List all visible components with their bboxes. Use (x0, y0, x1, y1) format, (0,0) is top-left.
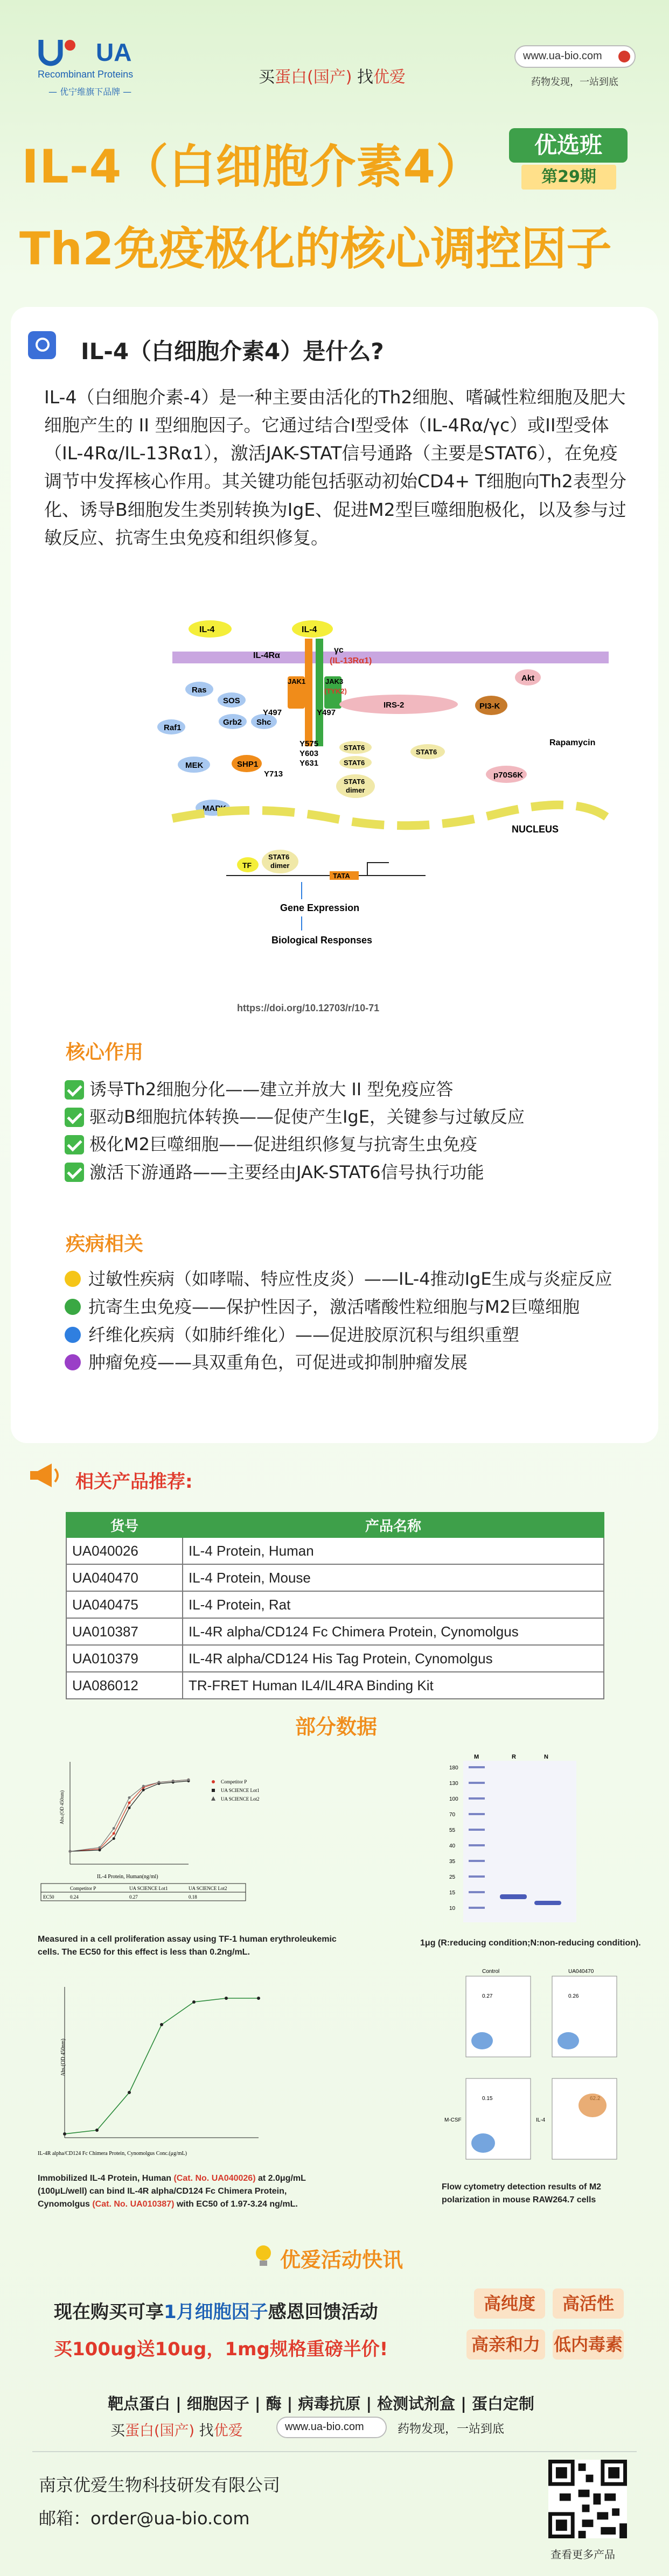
page-title-line2: Th2免疫极化的核心调控因子 (19, 222, 612, 275)
flow-panel (466, 1969, 531, 2057)
label-akt: Akt (521, 674, 535, 683)
label-jak1: JAK1 (288, 677, 306, 685)
gel-ladder-band (469, 1875, 485, 1878)
data-point (192, 2000, 196, 2004)
feature-tag: 高纯度 (474, 2288, 545, 2319)
label-y575: Y575 (299, 739, 319, 748)
list-item: 纤维化疾病（如肺纤维化）——促进胶原沉积与组织重塑 (65, 1321, 636, 1349)
label-gammac: γc (334, 646, 344, 655)
col-code-header: 货号 (66, 1513, 183, 1537)
check-icon (65, 1108, 84, 1127)
label-stat6-d: STAT6 (344, 778, 365, 786)
series-line (70, 1780, 189, 1851)
proliferation-chart (38, 1751, 312, 1913)
gel-ladder-band (469, 1782, 485, 1784)
label-ras: Ras (192, 685, 207, 695)
product-name: IL-4 Protein, Rat (183, 1591, 604, 1618)
question-icon (28, 331, 56, 359)
data-point (128, 1807, 131, 1809)
label-p70: p70S6K (493, 771, 524, 780)
flow-panel (552, 1969, 617, 2057)
header-tagline: 买蛋白(国产) 找优爱 (259, 68, 406, 87)
gel-ladder-band (469, 1891, 485, 1893)
label-dimer-n: dimer (270, 862, 290, 870)
intro-text: IL-4（白细胞介素-4）是一种主要由活化的Th2细胞、嗜碱性粒细胞及肥大细胞产生的 II 型细胞因子。它通过结合I型受体（IL-4Rα/γc）或II型受体（IL-4Rα/IL-13Rα1），激活JAK-STAT信号通路（主要是STAT6），在免疫调节中发挥核心作用。其关键功能包括驱动初始CD4+ T细胞向Th2表型分化、诱导B细胞发生类别转换为IgE、促进M2型巨噬细胞极化，以及参与过敏反应、抗寄生虫免疫和组织修复。 (44, 387, 626, 548)
logo-slogan: — 优宁维旗下品牌 — (48, 87, 132, 97)
promo-line2: 买100ug送10ug，1mg规格重磅半价! (54, 2339, 388, 2360)
table-row[interactable] (66, 1672, 604, 1699)
header-motto: 药物发现，一站到底 (531, 76, 618, 88)
issue-badge: 第29期 (521, 165, 616, 190)
svg-text:0.26: 0.26 (568, 1993, 579, 1999)
svg-text:IL-4: IL-4 (536, 2117, 546, 2123)
caption-proliferation: Measured in a cell proliferation assay using TF-1 human erythroleukemic cells. The EC50 for this effect is less than 0.2ng/mL. (38, 1935, 337, 1957)
list-item: 过敏性疾病（如哮喘、特应性皮炎）——IL-4推动IgE生成与炎症反应 (65, 1265, 636, 1293)
label-irs2: IRS-2 (384, 701, 405, 710)
data-point (160, 2023, 163, 2026)
qr-label: 查看更多产品 (550, 2548, 615, 2561)
data-point (225, 1997, 228, 2000)
svg-text:Control: Control (482, 1969, 500, 1975)
data-point (113, 1832, 115, 1835)
label-gene-expression: Gene Expression (280, 902, 360, 913)
table-row[interactable] (66, 1564, 604, 1591)
product-code: UA086012 (66, 1672, 183, 1699)
series-line (70, 1781, 189, 1852)
transcription-arrow (367, 863, 389, 876)
megaphone-icon (27, 1460, 62, 1490)
product-name: IL-4 Protein, Human (183, 1537, 604, 1564)
caption-flow: Flow cytometry detection results of M2 polarization in mouse RAW264.7 cells (442, 2182, 602, 2204)
gel-ladder-band (469, 1829, 485, 1831)
data-point (128, 1802, 131, 1804)
list-item: 激活下游通路——主要经由JAK-STAT6信号执行功能 (65, 1159, 525, 1186)
logo-text: UA (96, 38, 132, 66)
label-stat6-dimer: dimer (346, 786, 365, 794)
divider (32, 2451, 637, 2452)
legend-entry: UA SCIENCE Lot2 (221, 1796, 260, 1802)
label-stat6-b: STAT6 (344, 759, 365, 767)
receptor-chain-b (316, 639, 323, 746)
label-stat6-a: STAT6 (344, 744, 365, 752)
table-row[interactable] (66, 1645, 604, 1672)
label-grb2: Grb2 (223, 718, 242, 727)
gel-marker-label: 35 (449, 1859, 456, 1865)
series-badge: 优选班 (509, 128, 628, 163)
green-dot-icon (65, 1299, 81, 1315)
svg-text:0.27: 0.27 (482, 1993, 493, 1999)
feature-tag: 高亲和力 (466, 2329, 545, 2360)
gel-marker-label: 70 (449, 1812, 456, 1818)
search-icon (618, 51, 630, 62)
flow-cytometry-panels (444, 1965, 628, 2170)
x-axis-label: IL-4R alpha/CD124 Fc Chimera Protein, Cynomolgus Conc.(μg/mL) (38, 2151, 187, 2157)
gel-marker-label: 100 (449, 1796, 458, 1802)
company-name: 南京优爱生物科技研发有限公司 (39, 2475, 281, 2495)
legend-entry: UA SCIENCE Lot1 (221, 1788, 260, 1793)
label-tf: TF (242, 861, 252, 870)
label-il13: (IL-13Rα1) (330, 656, 372, 666)
legend-marker (211, 1796, 215, 1801)
label-pi3k: PI3-K (479, 702, 500, 711)
flow-panel (536, 2078, 617, 2159)
cell-membrane (172, 652, 609, 663)
sds-page-gel (442, 1750, 598, 1928)
label-stat6-n: STAT6 (268, 853, 290, 861)
gel-ladder-band (469, 1907, 485, 1909)
list-item: 抗寄生虫免疫——保护性因子，激活嗜酸性粒细胞与M2巨噬细胞 (65, 1293, 636, 1321)
blue-dot-icon (65, 1327, 81, 1343)
gel-band-reduced (500, 1894, 527, 1899)
label-raf1: Raf1 (164, 723, 182, 732)
core-heading: 核心作用 (66, 1041, 144, 1063)
label-il4ra: IL-4Rα (253, 651, 280, 660)
label-mapk: MAPK (203, 804, 227, 813)
label-y603: Y603 (299, 749, 319, 758)
gel-marker-label: 130 (449, 1781, 458, 1787)
gel-marker-label: 25 (449, 1874, 456, 1880)
check-icon (65, 1163, 84, 1182)
label-rapamycin: Rapamycin (549, 738, 596, 747)
page-title-line1: IL-4（白细胞介素4） (22, 140, 483, 194)
data-point (113, 1827, 115, 1830)
data-point (128, 1796, 131, 1799)
svg-text:0.15: 0.15 (482, 2096, 493, 2102)
list-item: 驱动B细胞抗体转换——促使产生IgE，关键参与过敏反应 (65, 1103, 525, 1131)
ec50-head: UA SCIENCE Lot1 (129, 1886, 168, 1891)
il4-signaling-diagram (164, 625, 609, 980)
legend-entry: Competitor P (221, 1779, 247, 1784)
label-jak3: JAK3 (325, 677, 344, 685)
legend-marker (212, 1789, 215, 1792)
data-point (172, 1780, 175, 1782)
feature-tag: 低内毒素 (553, 2329, 624, 2360)
product-name: IL-4 Protein, Mouse (183, 1564, 604, 1591)
x-axis-label: IL-4 Protein, Human(ng/ml) (97, 1874, 158, 1880)
company-email[interactable]: 邮箱：order@ua-bio.com (39, 2508, 250, 2529)
label-y713: Y713 (264, 769, 283, 779)
caption-gel: 1μg (R:reducing condition;N:non-reducing condition). (420, 1938, 641, 1948)
label-y497b: Y497 (317, 708, 336, 717)
nuclear-membrane (172, 805, 609, 825)
ec50-cell: 0.27 (129, 1894, 138, 1900)
label-il4-b: IL-4 (302, 625, 317, 634)
footer-url-link[interactable]: www.ua-bio.com (276, 2417, 387, 2438)
label-y497a: Y497 (263, 708, 282, 717)
product-code: UA010379 (66, 1645, 183, 1672)
gel-marker-label: 10 (449, 1906, 456, 1912)
label-il4-a: IL-4 (199, 625, 215, 634)
purple-dot-icon (65, 1354, 81, 1370)
yellow-dot-icon (65, 1271, 81, 1287)
gel-lane-label: M (474, 1754, 479, 1760)
data-point (142, 1785, 145, 1788)
label-tyk2: (TYK2) (324, 687, 347, 695)
product-name: IL-4R alpha/CD124 His Tag Protein, Cynomolgus (183, 1645, 604, 1672)
data-point (142, 1789, 145, 1791)
product-name: TR-FRET Human IL4/IL4RA Binding Kit (183, 1672, 604, 1699)
label-shc: Shc (256, 718, 271, 727)
label-y631: Y631 (299, 759, 319, 768)
product-code: UA040470 (66, 1564, 183, 1591)
gel-marker-label: 40 (449, 1843, 456, 1849)
check-icon (65, 1080, 84, 1100)
footer-motto: 药物发现，一站到底 (398, 2423, 505, 2436)
data-point (63, 2132, 66, 2136)
products-heading: 相关产品推荐: (75, 1471, 193, 1493)
check-icon (65, 1135, 84, 1154)
intro-heading: IL-4（白细胞介素4）是什么? (81, 338, 384, 365)
gel-band-nonreduced (534, 1901, 561, 1905)
label-nucleus: NUCLEUS (512, 824, 559, 835)
col-name-header: 产品名称 (183, 1513, 604, 1537)
data-point (128, 2091, 131, 2094)
footer-tagline: 买蛋白(国产) 找优爱 (110, 2423, 243, 2439)
disease-heading: 疾病相关 (66, 1233, 144, 1255)
gel-marker-label: 180 (449, 1765, 458, 1771)
services-list: 靶点蛋白 | 细胞因子 | 酶 | 病毒抗原 | 检测试剂盒 | 蛋白定制 (108, 2395, 534, 2413)
logo-subtitle: Recombinant Proteins (38, 69, 134, 80)
y-axis-label: Abs.(OD 450nm) (59, 1790, 65, 1824)
label-biological-responses: Biological Responses (271, 935, 373, 946)
promo-line1: 现在购买可享1月细胞因子感恩回馈活动 (54, 2301, 378, 2323)
list-item: 极化M2巨噬细胞——促进组织修复与抗寄生虫免疫 (65, 1131, 525, 1158)
qr-code-icon[interactable] (548, 2460, 627, 2538)
legend-marker (212, 1780, 215, 1783)
data-point (99, 1846, 101, 1849)
label-tata: TATA (333, 872, 350, 880)
table-row[interactable] (66, 1537, 604, 1564)
receptor-chain-a (305, 639, 312, 746)
disease-list (65, 1265, 636, 1377)
svg-text:UA040470: UA040470 (568, 1969, 594, 1975)
data-point (158, 1781, 161, 1784)
ec50-head: Competitor P (70, 1886, 96, 1891)
product-code: UA010387 (66, 1618, 183, 1645)
data-point (95, 2129, 99, 2132)
ec50-cell: EC50 (43, 1894, 54, 1900)
feature-tag: 高活性 (553, 2288, 624, 2319)
gel-marker-label: 55 (449, 1828, 456, 1833)
label-shp1: SHP1 (237, 760, 259, 769)
svg-text:M-CSF: M-CSF (444, 2117, 462, 2123)
gel-ladder-band (469, 1813, 485, 1815)
label-mek: MEK (185, 761, 204, 770)
label-sos: SOS (223, 696, 240, 705)
promo-heading: 优爱活动快讯 (280, 2248, 403, 2272)
product-name: IL-4R alpha/CD124 Fc Chimera Protein, Cynomolgus (183, 1618, 604, 1645)
ec50-cell: 0.24 (70, 1894, 79, 1900)
diagram-doi[interactable]: https://doi.org/10.12703/r/10-71 (237, 1003, 380, 1013)
gel-lane-label: N (544, 1754, 548, 1760)
ua-logo-icon (38, 38, 81, 68)
table-row[interactable] (66, 1618, 604, 1645)
product-code: UA040026 (66, 1537, 183, 1564)
gel-ladder-band (469, 1844, 485, 1846)
core-list (65, 1076, 525, 1186)
label-stat6-c: STAT6 (416, 748, 437, 756)
ec50-cell: 0.18 (189, 1894, 197, 1900)
gel-ladder-band (469, 1860, 485, 1862)
gel-ladder-band (469, 1766, 485, 1768)
data-point (69, 1850, 72, 1853)
table-header-row (66, 1513, 604, 1537)
data-point (113, 1837, 115, 1840)
header-url-link[interactable]: www.ua-bio.com (514, 45, 636, 68)
series-line (70, 1780, 189, 1851)
data-point (257, 1997, 260, 2000)
products-table (66, 1512, 604, 1699)
gel-lane-label: R (512, 1754, 516, 1760)
y-axis-label: Abs.(OD 450nm) (60, 2039, 66, 2076)
data-heading: 部分数据 (295, 1715, 378, 1739)
caption-binding: Immobilized IL-4 Protein, Human (Cat. No. UA040026) at 2.0μg/mL (100μL/well) can bind IL-4R alpha/CD124 Fc Chimera Protein, Cynomolgus (Cat. No. UA010387) with EC50 of 1.97-3.24 ng/mL. (38, 2174, 306, 2209)
list-item: 诱导Th2细胞分化——建立并放大 II 型免疫应答 (65, 1076, 525, 1103)
data-point (99, 1849, 101, 1851)
binding-chart (38, 1982, 264, 2159)
flow-panel (444, 2078, 531, 2159)
table-row[interactable] (66, 1591, 604, 1618)
ec50-head: UA SCIENCE Lot2 (189, 1886, 227, 1891)
lightbulb-icon (253, 2244, 274, 2268)
list-item: 肿瘤免疫——具双重角色，可促进或抑制肿瘤发展 (65, 1349, 636, 1377)
product-code: UA040475 (66, 1591, 183, 1618)
gel-marker-label: 15 (449, 1890, 456, 1896)
gel-ladder-band (469, 1797, 485, 1800)
series-line (65, 1998, 259, 2134)
data-point (187, 1779, 190, 1781)
